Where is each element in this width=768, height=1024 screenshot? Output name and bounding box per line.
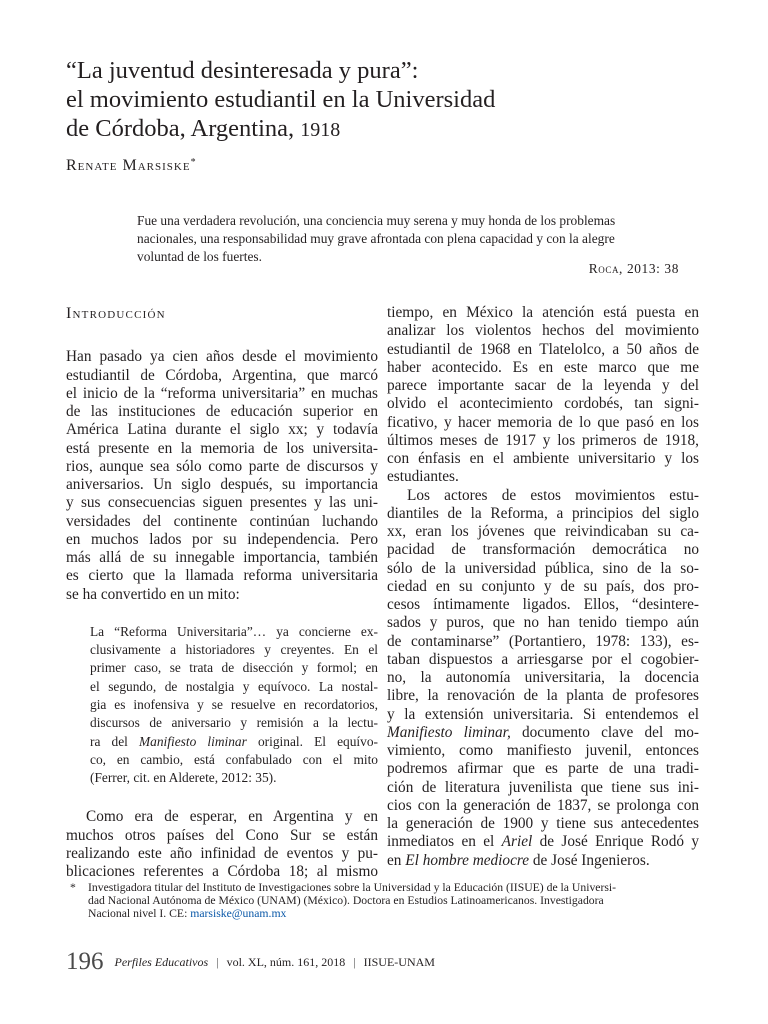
footnote-line: dad Nacional Autónoma de México (UNAM) (México). Doctora en Estudios Latinoamericanos. Investigadora xyxy=(88,894,604,908)
quote-line: el segundo, de nostalgia y equívoco. La nostal- xyxy=(90,678,378,694)
footnote-marker: * xyxy=(70,881,76,894)
text-line: olvido el acontecimiento cordobés, tan signi- xyxy=(387,395,699,413)
text-line: no, la autonomía universitaria, la docencia xyxy=(387,669,699,686)
journal-name: Perfiles Educativos xyxy=(114,955,209,969)
text-line: la generación de 1900 y tiene sus antecedentes xyxy=(387,815,699,832)
epigraph-line: voluntad de los fuertes. xyxy=(137,249,262,264)
quote-text: ra del xyxy=(90,733,128,749)
text-line: Como era de esperar, en Argentina y en xyxy=(86,808,378,826)
text-segment: en xyxy=(387,851,402,869)
epigraph-line: Fue una verdadera revolución, una conciencia muy serena y muy honda de los problemas xyxy=(137,213,616,228)
epigraph xyxy=(137,212,679,276)
text-line xyxy=(387,852,699,870)
text-segment: de José Enrique Rodó y xyxy=(539,833,699,851)
epigraph-line: nacionales, una responsabilidad muy grave afrontada con plena capacidad y con la alegre xyxy=(137,231,615,246)
left-column xyxy=(66,300,378,881)
text-line: xx, eran los jóvenes que reivindicaban su ca- xyxy=(387,523,699,540)
footnote-line: Investigadora titular del Instituto de Investigaciones sobre la Universidad y la Educación (IISUE) de la Universi- xyxy=(88,881,617,894)
text-line: América Latina durante el siglo xx; y todavía xyxy=(66,421,378,439)
footnote-text: Nacional nivel I. CE: xyxy=(88,907,188,921)
page-number: 196 xyxy=(66,948,104,975)
text-line: diantiles de la Reforma, a principios del siglo xyxy=(387,504,699,522)
text-line: de contaminarse” (Portantiero, 1978: 133), es- xyxy=(387,632,699,650)
footer-separator: | xyxy=(216,955,219,969)
text-line: Los actores de estos movimientos estu- xyxy=(407,486,699,504)
text-line: taban dispuestos a arriesgarse por el cogobier- xyxy=(387,650,699,668)
author-name xyxy=(66,157,196,175)
text-line: haber acontecido. Es en este marco que me xyxy=(387,358,699,376)
quote-line: gia es inofensiva y se resuelve en recordatorios, xyxy=(90,696,378,712)
text-line: cios con la generación de 1837, se prolonga con xyxy=(387,796,699,814)
quote-italic-title: Manifiesto liminar xyxy=(139,733,247,749)
title-line-3-text: de Córdoba, Argentina, xyxy=(66,115,295,142)
text-line: muchos otros países del Cono Sur se están xyxy=(66,826,378,844)
quote-line xyxy=(90,733,378,751)
quote-line: discursos de aniversario y remisión a la lectu- xyxy=(90,715,378,731)
text-segment: de José Ingenieros. xyxy=(532,851,650,869)
quote-line: La “Reforma Universitaria”… ya concierne ex- xyxy=(90,623,378,639)
text-line: ficativo, y hacer memoria de lo que pasó en los xyxy=(387,413,699,431)
right-paragraph-2 xyxy=(387,487,699,870)
text-line: analizar los violentos hechos del movimiento xyxy=(387,322,699,340)
text-line: estudiantil de Córdoba, Argentina, que marcó xyxy=(66,366,378,384)
text-line: realizando este año infinidad de eventos y pu- xyxy=(66,844,378,862)
italic-title-manifiesto: Manifiesto liminar, xyxy=(387,723,511,741)
volume-info: vol. XL, núm. 161, 2018 xyxy=(226,955,346,969)
text-line: sólo de la universidad pública, sino de la so- xyxy=(387,559,699,577)
quote-line: clusivamente a historiadores y creyentes. En el xyxy=(90,642,378,658)
italic-title-hombre-mediocre: El hombre mediocre xyxy=(405,851,530,869)
epigraph-source: Roca, 2013: 38 xyxy=(588,261,679,276)
text-line: vimiento, como manifiesto juvenil, entonces xyxy=(387,742,699,759)
title-line-3 xyxy=(66,114,706,145)
text-line: rios, aunque sea sólo como parte de discursos y xyxy=(66,457,378,475)
quote-line: (Ferrer, cit. en Alderete, 2012: 35). xyxy=(90,770,277,786)
intro-paragraph-1 xyxy=(66,348,378,604)
author-name-text: Renate Marsiske xyxy=(66,157,191,174)
title-line-1: “La juventud desinteresada y pura”: xyxy=(66,57,419,84)
text-line: y sus consecuencias siguen presentes y las uni- xyxy=(66,494,378,512)
quote-line: co, en cambio, está confabulado con el mito xyxy=(90,751,378,767)
text-line: últimos meses de 1917 y los primeros de 1918, xyxy=(387,431,699,449)
text-line: tiempo, en México la atención está puesta en xyxy=(387,304,699,321)
text-line: pacidad de transformación democrática no xyxy=(387,541,699,559)
footnote-line xyxy=(88,907,680,920)
block-quote xyxy=(90,623,378,788)
text-line: estudiantes. xyxy=(387,468,459,486)
title-line-2: el movimiento estudiantil en la Universidad xyxy=(66,86,496,113)
text-segment: documento clave del mo- xyxy=(521,723,700,741)
publisher-name: IISUE-UNAM xyxy=(363,955,435,969)
footnote xyxy=(70,881,680,921)
section-heading: Introducción xyxy=(66,305,166,322)
text-line: y la extensión universitaria. Si entendemos el xyxy=(387,705,699,723)
text-line: más allá de su innegable importancia, también xyxy=(66,549,378,566)
text-line: aniversarios. Un siglo después, su importancia xyxy=(66,476,378,493)
text-segment: inmediatos en el xyxy=(387,833,495,851)
intro-paragraph-2 xyxy=(66,808,378,881)
right-column xyxy=(387,304,699,870)
quote-text: original. El equívo- xyxy=(257,733,379,749)
text-line xyxy=(387,724,699,742)
author-footnote-marker[interactable]: * xyxy=(190,157,196,168)
text-line: libre, la renovación de la planta de profesores xyxy=(387,687,699,705)
text-line: ciedad en su conjunto y de su país, dos pro- xyxy=(387,577,699,595)
email-link[interactable]: marsiske@unam.mx xyxy=(190,907,287,921)
text-line: el inicio de la “reforma universitaria” en muchas xyxy=(66,384,378,402)
text-line: parece importante sacar de la leyenda y del xyxy=(387,377,699,394)
quote-line: primer caso, se trata de disección y formol; en xyxy=(90,660,378,676)
text-line: blicaciones referentes a Córdoba 18; al mismo xyxy=(66,863,378,881)
page-footer xyxy=(66,948,435,976)
text-line: es cierto que la llamada reforma universitaria xyxy=(66,567,378,585)
italic-title-ariel: Ariel xyxy=(501,833,533,851)
text-line: se ha convertido en un mito: xyxy=(66,585,240,603)
text-line: versidades del continente continúan luchando xyxy=(66,512,378,530)
footer-separator: | xyxy=(353,955,356,969)
text-line: con énfasis en el ambiente universitario y los xyxy=(387,450,699,467)
text-line: en muchos lados por su independencia. Pero xyxy=(66,530,378,548)
right-paragraph-1 xyxy=(387,304,699,487)
text-line: cesos íntimamente ligados. Ellos, “desintere- xyxy=(387,596,699,613)
text-line: de las instituciones de educación superior en xyxy=(66,403,378,420)
article-title xyxy=(66,56,706,145)
text-line: ción de literatura juvenilista que tiene sus ini- xyxy=(387,778,699,796)
text-line xyxy=(387,833,699,851)
title-year: 1918 xyxy=(300,119,341,141)
text-line: sados y puros, que no han tenido tiempo aún xyxy=(387,614,699,632)
text-line: está presente en la memoria de los universita- xyxy=(66,439,378,457)
text-line: Han pasado ya cien años desde el movimiento xyxy=(66,348,378,366)
text-line: podremos afirmar que es parte de una tradi- xyxy=(387,760,699,778)
text-line: estudiantil de 1968 en Tlatelolco, a 50 años de xyxy=(387,340,699,358)
